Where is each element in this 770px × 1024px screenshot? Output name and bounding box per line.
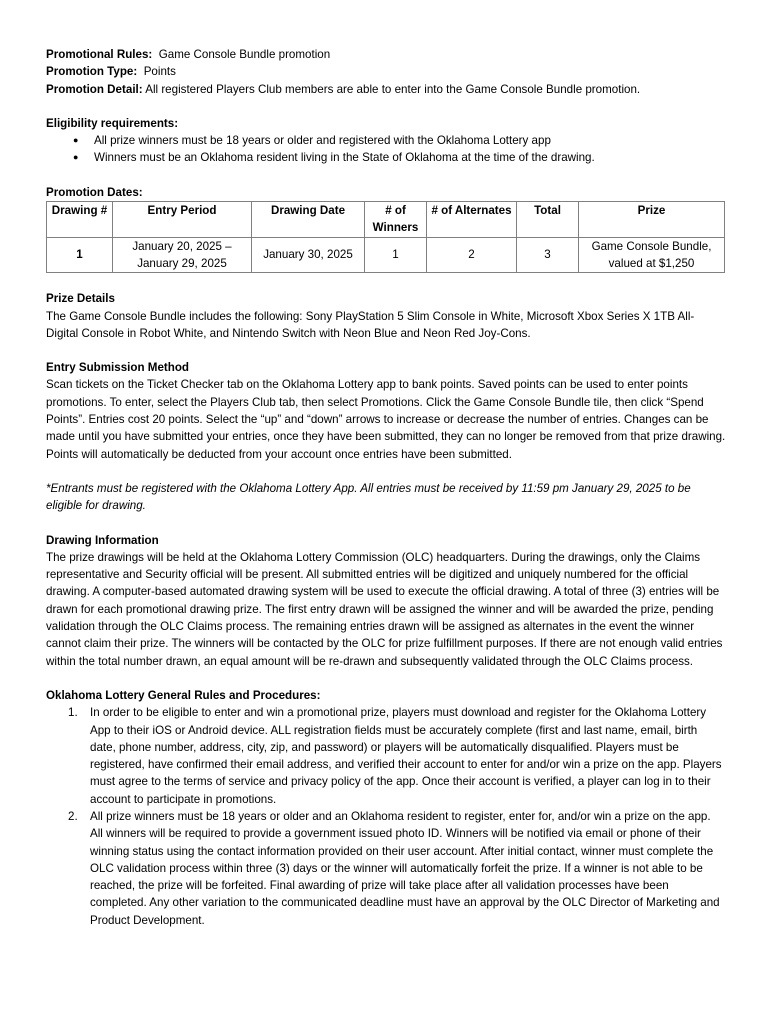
drawing-info-text: The prize drawings will be held at the Oklahoma Lottery Commission (OLC) headquarters. During the drawings, only the Claims representative and Security official will be present. All submitted entries will be digitized and uniquely numbered for the official drawing. A computer-based automated drawing system will be used to execute the official drawing. A total of three (3) entries will be drawn for each promotional drawing prize. The first entry drawn will be assigned the winner and will be awarded the prize, pending validation through the OLC Claims process. The remaining entries drawn will be assigned as alternates in the event the winner cannot claim their prize. The winners will be contacted by the OLC for prize fulfillment purposes. If there are not enough valid entries within the total number drawn, an equal amount will be re-drawn and subsequently validated through the OLC Claims process.	[46, 550, 723, 668]
col-drawing-date: Drawing Date	[252, 202, 365, 238]
table-row	[47, 237, 725, 273]
rules-value: Game Console Bundle promotion	[158, 48, 331, 61]
table-header-row	[47, 202, 725, 238]
type-label: Promotion Type:	[46, 65, 138, 79]
col-drawing-number: Drawing #	[47, 202, 113, 238]
prize-details-text: The Game Console Bundle includes the following: Sony PlayStation 5 Slim Console in White, Microsoft Xbox Series X 1TB All-Digital Console in Robot White, and Nintendo Switch with Neon Blue and Neon Red Joy-Cons.	[46, 309, 695, 340]
col-total: Total	[517, 202, 579, 238]
list-item	[46, 808, 726, 929]
eligibility-heading: Eligibility requirements:	[46, 116, 179, 130]
list-item	[46, 704, 726, 808]
col-prize: Prize	[579, 202, 725, 238]
cell-winners: 1	[365, 237, 427, 273]
entry-method-text: Scan tickets on the Ticket Checker tab on the Oklahoma Lottery app to bank points. Saved points can be used to enter points promotions. To enter, select the Players Club tab, then select Promotions. Click the Game Console Bundle tile, then click “Spend Points”. Entries cost 20 points. Select the “up” and “down” arrows to increase or decrease the number of entries. Changes can be made until you have submitted your entries, once they have been submitted, they can no longer be removed from that prize drawing. Points will automatically be deducted from your account once entries have been submitted.	[46, 378, 726, 461]
promotion-dates-table	[46, 201, 725, 273]
cell-drawing-date: January 30, 2025	[252, 237, 365, 273]
entry-deadline-note: *Entrants must be registered with the Oklahoma Lottery App. All entries must be received by 11:59 pm January 29, 2025 to be eligible for drawing.	[46, 481, 691, 513]
general-rules-list	[46, 704, 726, 929]
type-value: Points	[143, 65, 176, 79]
col-entry-period: Entry Period	[113, 202, 252, 238]
detail-value: All registered Players Club members are able to enter into the Game Console Bundle promotion.	[145, 82, 641, 96]
cell-total: 3	[517, 237, 579, 273]
rule-text: All prize winners must be 18 years or older and an Oklahoma resident to register, enter for, and/or win a prize on the app. All winners will be required to provide a government issued photo ID. Winners will be notified via email or phone of their winning status using the contact information provided on their user account. After initial contact, winner must complete the OLC validation process within three (3) days or the winner will automatically forfeit the prize. If a winner is not able to be reached, the prize will be forfeited. Final awarding of prize will take place after all validation processes have been completed. Any other variation to the communicated deadline must have an approval by the OLC Director of Marketing and Product Development.	[90, 809, 720, 927]
rules-label: Promotional Rules:	[46, 48, 153, 61]
rule-number: 1.	[68, 706, 78, 720]
detail-label: Promotion Detail:	[46, 82, 143, 96]
rule-number: 2.	[68, 809, 78, 823]
col-alternates: # of Alternates	[427, 202, 517, 238]
cell-drawing-number: 1	[47, 237, 113, 273]
eligibility-list	[46, 132, 726, 167]
col-winners: # of Winners	[365, 202, 427, 238]
promotion-type-line	[46, 63, 726, 80]
rule-text: In order to be eligible to enter and win a promotional prize, players must download and register for the Oklahoma Lottery App to their iOS or Android device. ALL registration fields must be accurately complete (first and last name, email, birth date, phone number, address, city, zip, and password) or players will be automatically disqualified. Players must be registered, have confirmed their email address, and verified their account to enter for and/or win a prize on the app. Players must agree to the terms of service and privacy policy of the app. Once their account is verified, a player can log in to their account to participate in promotions.	[90, 706, 722, 806]
promotion-dates-heading: Promotion Dates:	[46, 185, 143, 199]
general-rules-heading: Oklahoma Lottery General Rules and Procedures:	[46, 688, 321, 702]
drawing-info-heading: Drawing Information	[46, 533, 159, 547]
list-item: ● Winners must be an Oklahoma resident living in the State of Oklahoma at the time of the drawing.	[46, 149, 726, 166]
prize-details-heading: Prize Details	[46, 292, 115, 306]
promotion-detail-line	[46, 81, 726, 98]
cell-entry-period: January 20, 2025 – January 29, 2025	[113, 237, 252, 273]
document-page	[46, 46, 726, 929]
list-item: ● All prize winners must be 18 years or older and registered with the Oklahoma Lottery app	[46, 132, 726, 149]
promotional-rules-line	[46, 46, 726, 63]
entry-method-heading: Entry Submission Method	[46, 361, 189, 375]
cell-alternates: 2	[427, 237, 517, 273]
cell-prize: Game Console Bundle, valued at $1,250	[579, 237, 725, 273]
